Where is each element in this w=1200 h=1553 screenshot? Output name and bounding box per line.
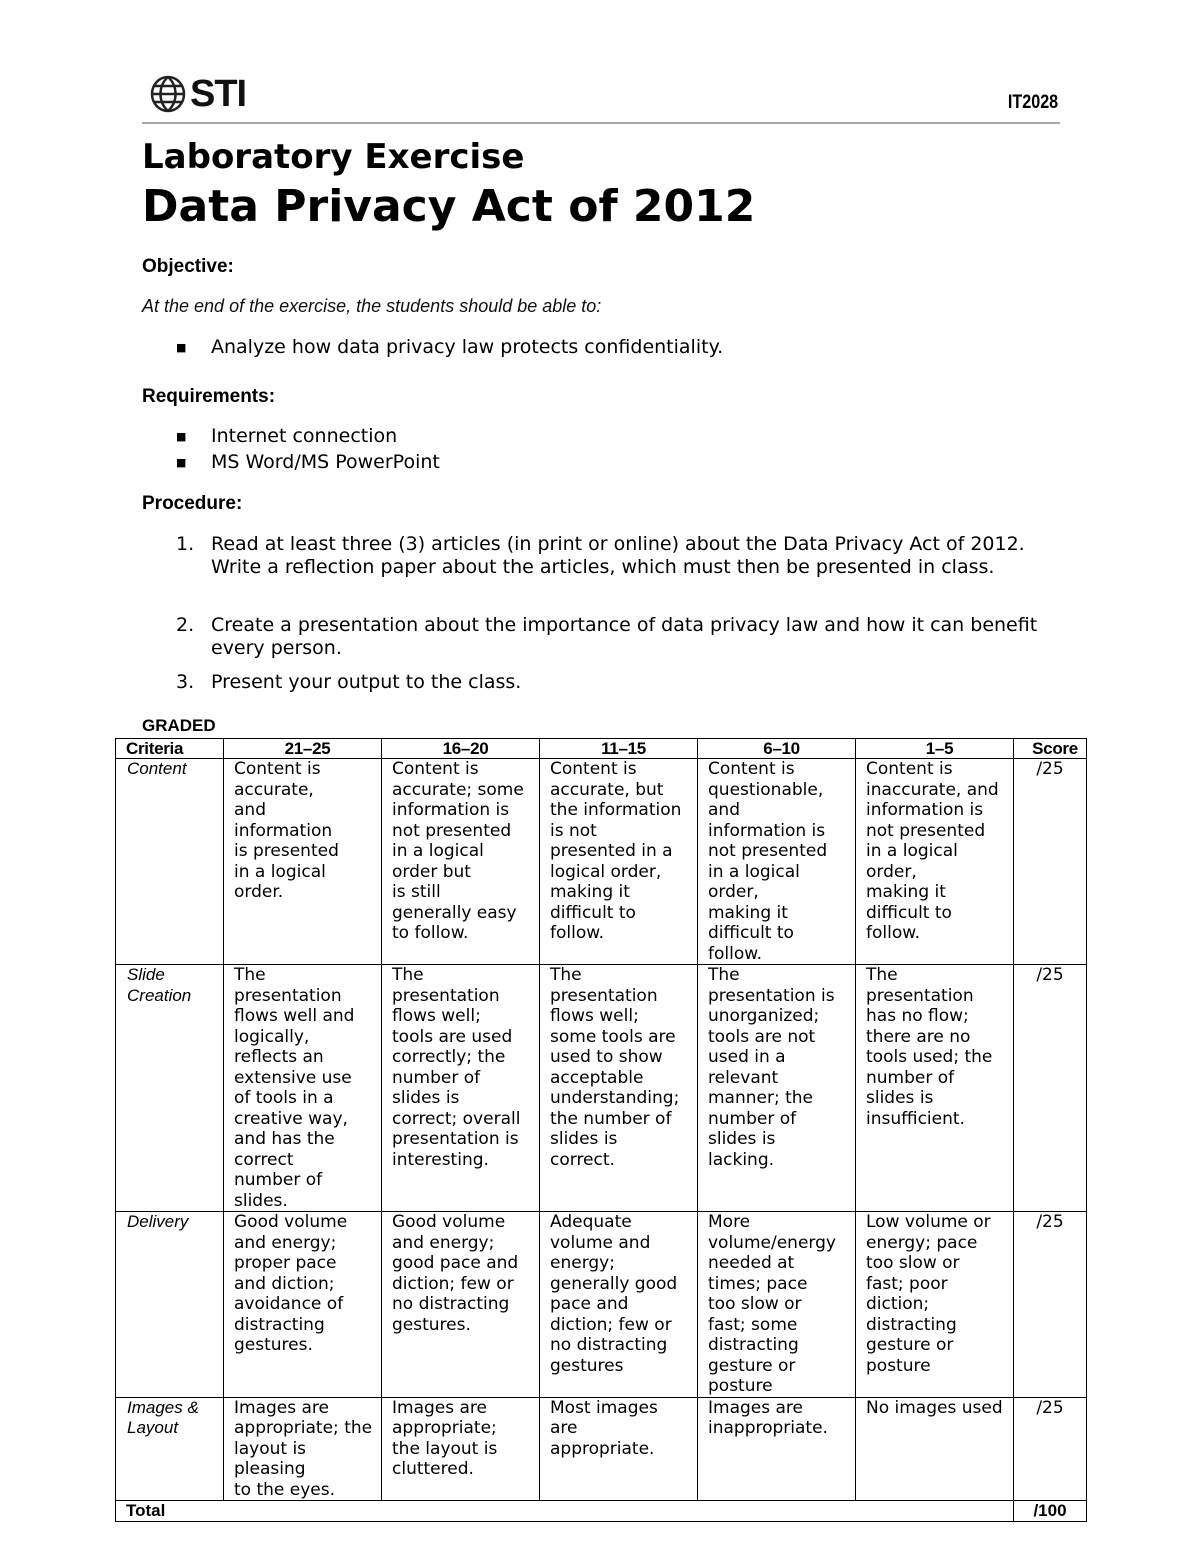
table-cell: Content is accurate; some information is not presented in a logical order but is still generally easy to follow. [382, 759, 540, 965]
column-header: 16–20 [382, 739, 540, 759]
procedure-step: 2. Create a presentation about the importance of data privacy law and how it can benefit every person. [176, 614, 1038, 659]
column-header: Criteria [116, 739, 224, 759]
procedure-step: 1. Read at least three (3) articles (in print or online) about the Data Privacy Act of 2012. Write a reflection paper about the articles, which must then be presented in class. [176, 533, 1025, 578]
table-cell: Good volume and energy; proper pace and diction; avoidance of distracting gestures. [224, 1212, 382, 1398]
procedure-step: 3. Present your output to the class. [176, 671, 522, 693]
column-header: 6–10 [698, 739, 856, 759]
objective-intro: At the end of the exercise, the students should be able to: [142, 296, 602, 316]
table-cell: Good volume and energy; good pace and diction; few or no distracting gestures. [382, 1212, 540, 1398]
table-row [116, 759, 1087, 965]
total-score: /100 [1014, 1501, 1087, 1522]
document-page: STI IT2028 Laboratory Exercise Data Privacy Act of 2012 Objective: At the end of the exercise, the students should be able to: ■ Analyze how data privacy law protects confidentiality. Requirements: ■ Internet connection ■ MS Word/MS PowerPoint Procedure: 1. Read at least three (3) articles (in print or online) about the Data Privacy Act of 2012. Write a reflection paper about the articles, which must then be presented in class. 2. Create a presentation about the importance of data privacy law and how it can benefit every person. 3. Present your output to the class. GRADED Criteria 21–25 16–20 11–15 6–10 1–5 Score Content Content is accurate, and information is presented in a logical order. Content is accurate; some information is not presented in a logical order but is still generally easy to follow. Content is accurate, but the information is not presented in a logical order, making it difficult to follow. Content is questionable, and information is not presented in a logical order, making it difficult to follow. Content is inaccurate, and information is not presented in a logical order, making it difficult to follow. /25 Slide Creation The presentation flows well and logically, reflects an extensive use of tools in a creative way, and has the correct number of slides. The presentation flows well; tools are used correctly; the number of slides is correct; overall presentation is interesting. The presentation flows well; some tools are used to show acceptable understanding; the number of slides is correct. The presentation is unorganized; tools are not used in a relevant manner; the number of slides is lacking. The presentation has no flow; there are no tools used; the number of slides is insufficient. /25 Delivery Good volume and energy; proper pace and diction; avoidance of distracting gestures. Good volume and energy; good pace and diction; few or no distracting gestures. Adequate volume and energy; generally good pace and diction; few or no distracting gestures More volume/energy needed at times; pace too slow or fast; some distracting gesture or posture Low volume or energy; pace too slow or fast; poor diction; distracting gesture or posture /25 Images & Layout Images are appropriate; the layout is pleasing to the eyes. Images are appropriate; the layout is cluttered. Most images are appropriate. Images are inappropriate. No images used /25 Total /100 [0, 0, 1200, 1553]
table-cell: Content is accurate, but the information is not presented in a logical order, making it difficult to follow. [540, 759, 698, 965]
column-header: 11–15 [540, 739, 698, 759]
table-cell: Most images are appropriate. [540, 1397, 698, 1501]
column-header: 21–25 [224, 739, 382, 759]
graded-label: GRADED [142, 716, 216, 735]
table-cell: The presentation flows well; some tools are used to show acceptable understanding; the number of slides is correct. [540, 965, 698, 1212]
table-cell: Content is inaccurate, and information is not presented in a logical order, making it difficult to follow. [856, 759, 1014, 965]
table-cell: The presentation flows well; tools are used correctly; the number of slides is correct; overall presentation is interesting. [382, 965, 540, 1212]
score-cell: /25 [1014, 965, 1087, 1212]
rubric-header-row [116, 739, 1087, 759]
bullet-icon: ■ [176, 456, 187, 469]
logo-text: STI [190, 73, 247, 115]
score-cell: /25 [1014, 1397, 1087, 1501]
page-title: Laboratory Exercise [142, 137, 525, 177]
table-cell: More volume/energy needed at times; pace too slow or fast; some distracting gesture or posture [698, 1212, 856, 1398]
total-label: Total [116, 1501, 1014, 1522]
score-cell: /25 [1014, 759, 1087, 965]
course-code: IT2028 [1007, 92, 1058, 113]
total-row [116, 1501, 1087, 1522]
page-subtitle: Data Privacy Act of 2012 [142, 181, 756, 232]
table-cell: Low volume or energy; pace too slow or fast; poor diction; distracting gesture or posture [856, 1212, 1014, 1398]
globe-icon [150, 74, 186, 114]
score-cell: /25 [1014, 1212, 1087, 1398]
table-cell: The presentation flows well and logically, reflects an extensive use of tools in a creative way, and has the correct number of slides. [224, 965, 382, 1212]
table-cell: Images are appropriate; the layout is pleasing to the eyes. [224, 1397, 382, 1501]
column-header: Score [1014, 739, 1087, 759]
table-cell: Images are inappropriate. [698, 1397, 856, 1501]
table-cell: The presentation is unorganized; tools are not used in a relevant manner; the number of slides is lacking. [698, 965, 856, 1212]
table-row [116, 965, 1087, 1212]
table-cell: Content is questionable, and information is not presented in a logical order, making it difficult to follow. [698, 759, 856, 965]
table-cell: The presentation has no flow; there are no tools used; the number of slides is insufficient. [856, 965, 1014, 1212]
procedure-label: Procedure: [142, 493, 243, 514]
rubric-table [115, 738, 1087, 1522]
criteria-cell: Content [116, 759, 224, 965]
table-row [116, 1397, 1087, 1501]
requirements-label: Requirements: [142, 386, 276, 407]
criteria-cell: Slide Creation [116, 965, 224, 1212]
sti-logo [150, 73, 246, 115]
table-cell: No images used [856, 1397, 1014, 1501]
bullet-icon: ■ [176, 341, 187, 354]
table-cell: Images are appropriate; the layout is cluttered. [382, 1397, 540, 1501]
page-header [142, 70, 1060, 124]
column-header: 1–5 [856, 739, 1014, 759]
objective-label: Objective: [142, 256, 234, 277]
criteria-cell: Delivery [116, 1212, 224, 1398]
table-cell: Adequate volume and energy; generally good pace and diction; few or no distracting gestures [540, 1212, 698, 1398]
bullet-icon: ■ [176, 430, 187, 443]
table-cell: Content is accurate, and information is presented in a logical order. [224, 759, 382, 965]
table-row [116, 1212, 1087, 1398]
criteria-cell: Images & Layout [116, 1397, 224, 1501]
